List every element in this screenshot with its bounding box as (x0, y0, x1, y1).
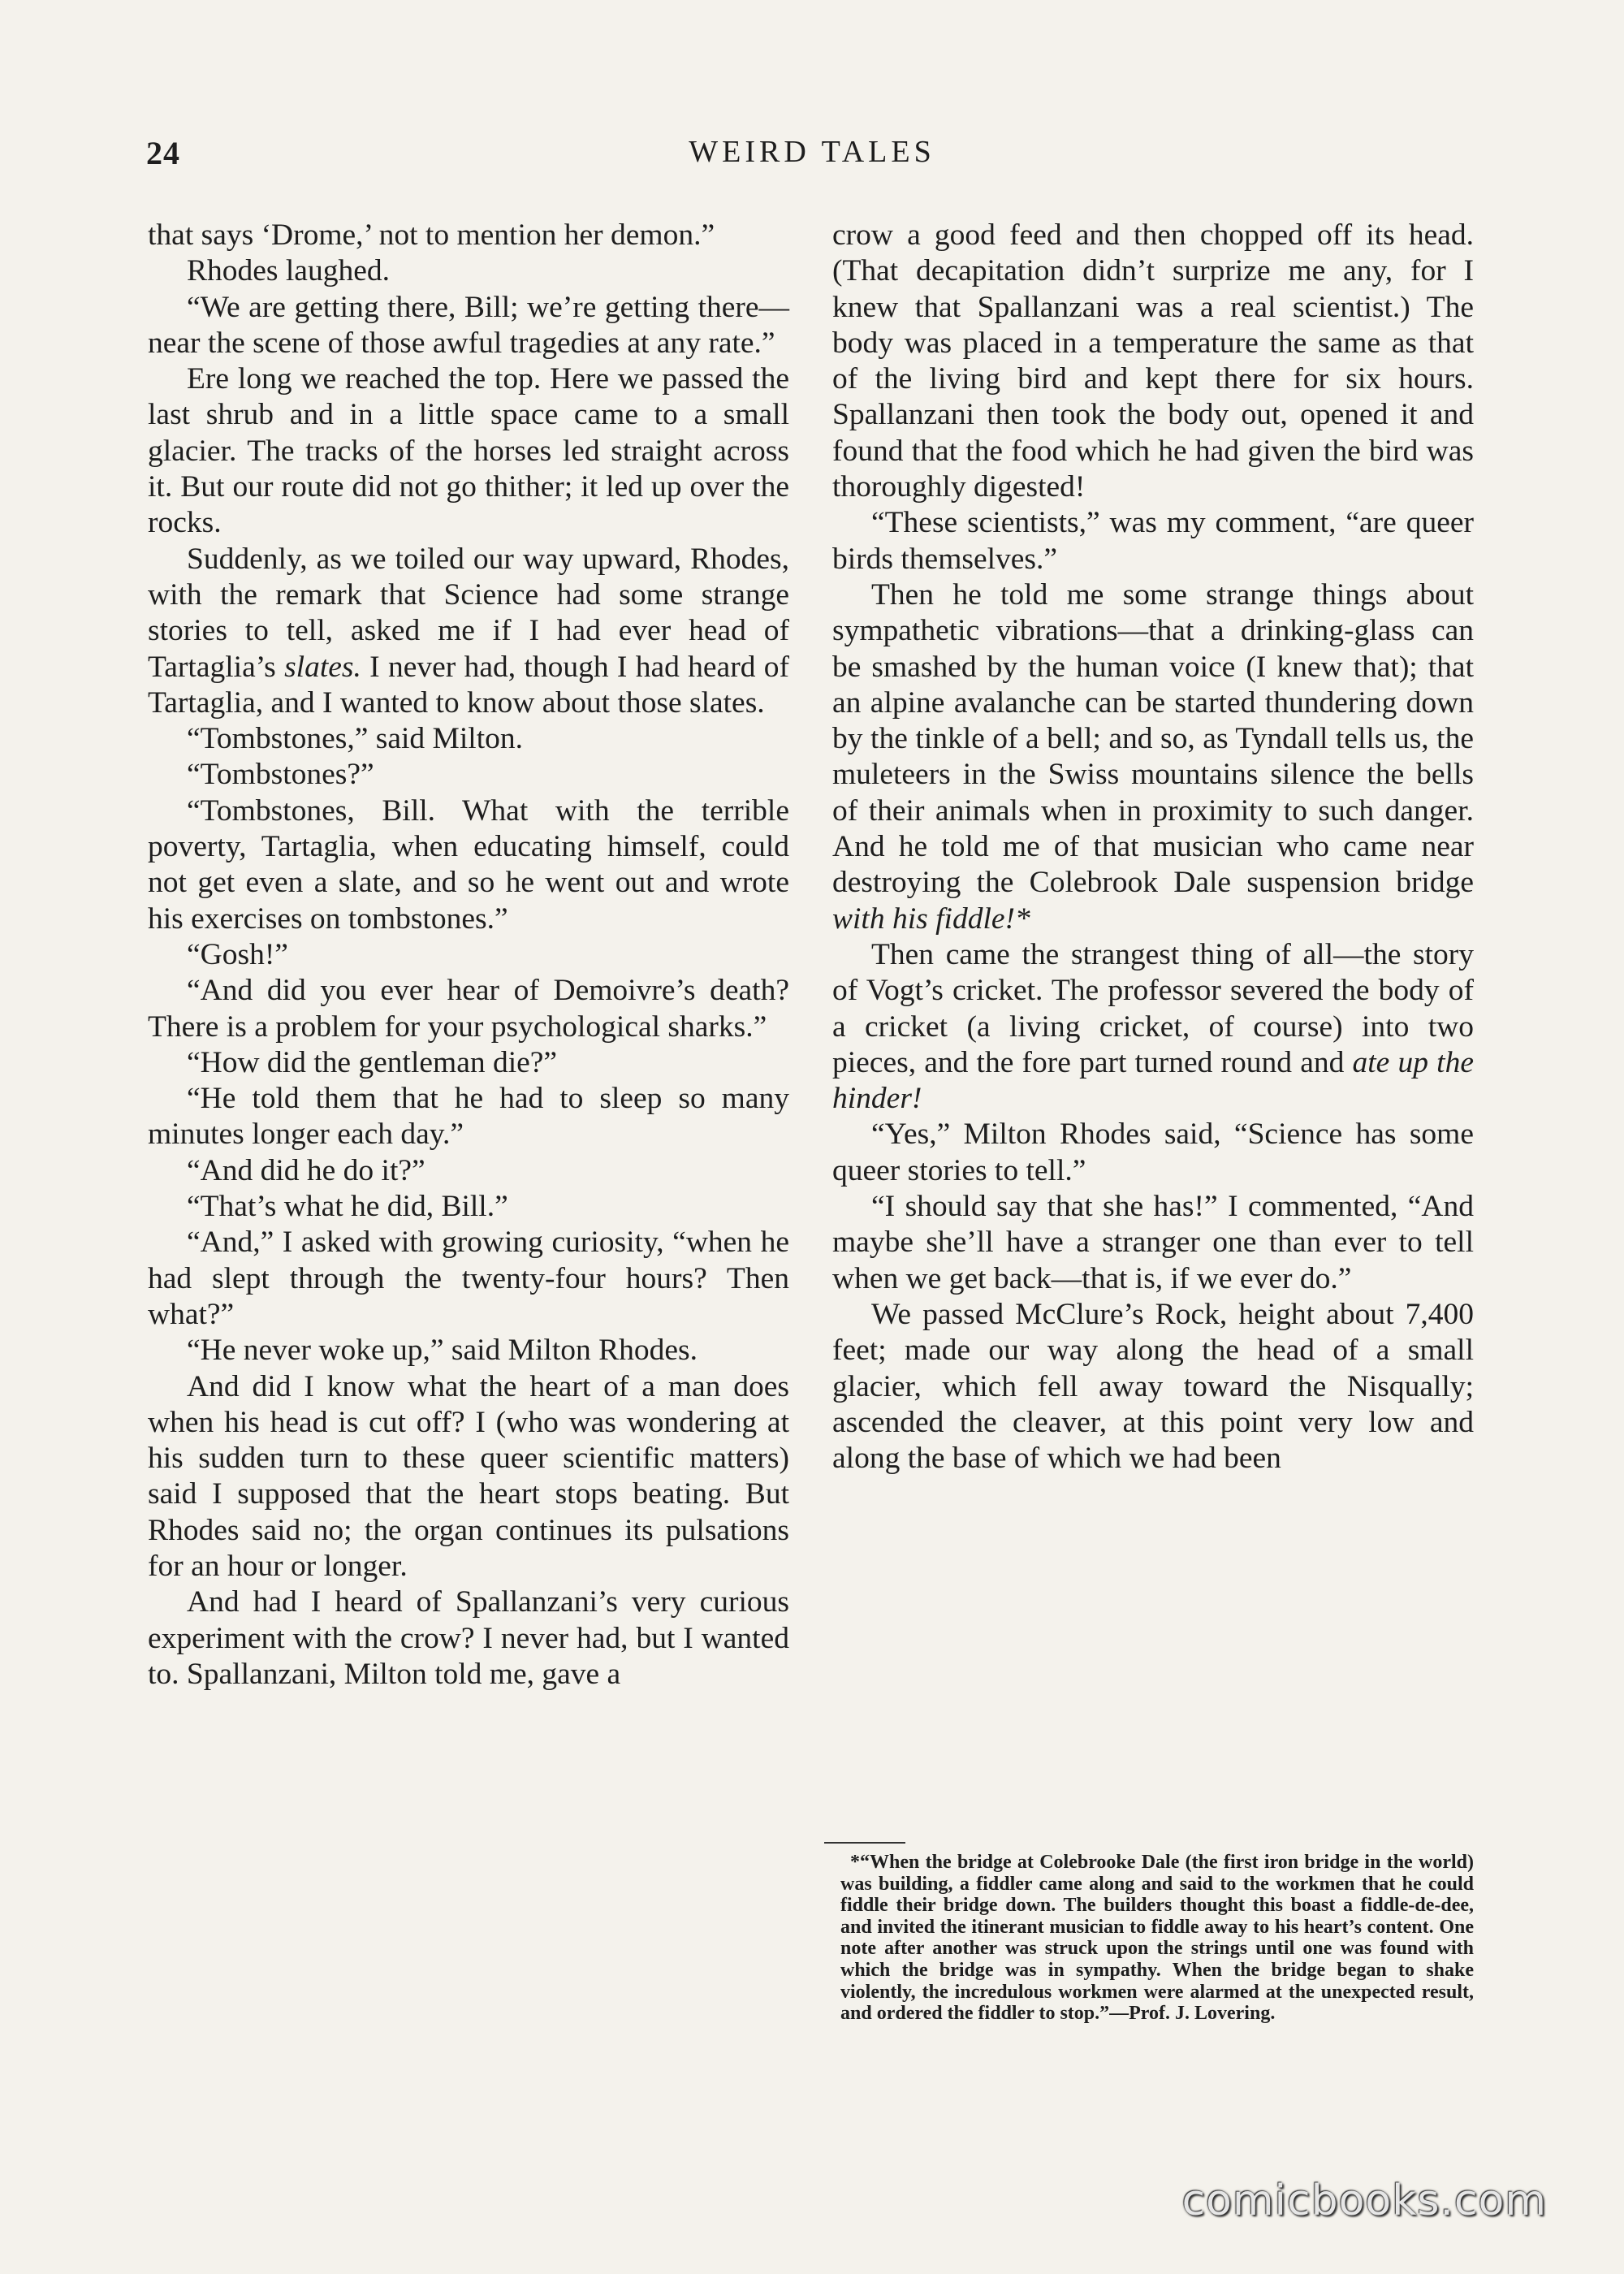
paragraph: “We are getting there, Bill; we’re getting there—near the scene of those awful tragedies at any rate.” (148, 290, 789, 360)
paragraph: crow a good feed and then chopped off its head. (That decapitation didn’t surprize me any, for I knew that Spallanzani was a real scientist.) The body was placed in a temperature the same as that of the living bird and kept there for six hours. Spallanzani then took the body out, opened it and found that the food which he had given the bird was thoroughly digested! (832, 218, 1474, 504)
paragraph (832, 937, 1474, 1117)
paragraph: “That’s what he did, Bill.” (187, 1190, 508, 1224)
paragraph: “Gosh!” (187, 937, 288, 971)
paragraph: Rhodes laughed. (187, 254, 390, 288)
paragraph-text: Then came the strangest thing of all—the story of Vogt’s cricket. The professor severed the body of a cricket (a living cricket, of course) into two pieces, and the fore part turned round and (832, 937, 1474, 1079)
paragraph: “And did you ever hear of Demoivre’s death? There is a problem for your psychological sharks.” (148, 974, 789, 1044)
paragraph: “And,” I asked with growing curiosity, “when he had slept through the twenty-four hours? Then what?” (148, 1226, 789, 1331)
page-number: 24 (146, 135, 180, 171)
right-column (832, 218, 1474, 1476)
paragraph: “Tombstones,” said Milton. (187, 722, 524, 756)
paragraph: “He never woke up,” said Milton Rhodes. (187, 1334, 698, 1368)
paragraph: “Tombstones, Bill. What with the terrible poverty, Tartaglia, when educating himself, could not get even a slate, and so he went out and wrote his exercises on tombstones.” (148, 793, 789, 936)
paragraph: And had I heard of Spallanzani’s very curious experiment with the crow? I never had, but I wanted to. Spallanzani, Milton told me, gave a (148, 1585, 789, 1691)
paragraph: that says ‘Drome,’ not to mention her demon.” (148, 218, 715, 252)
paragraph (148, 542, 789, 721)
paragraph-text: Suddenly, as we toiled our way upward, Rhodes, with the remark that Science had some strange stories to tell, asked me if I had ever head of Tartaglia’s (148, 542, 789, 684)
paragraph-text: I never had, though I had heard of Tartaglia, and I wanted to know about those slates. (148, 650, 789, 720)
paragraph: “Yes,” Milton Rhodes said, “Science has some queer stories to tell.” (832, 1118, 1474, 1187)
paragraph: And did I know what the heart of a man does when his head is cut off? I (who was wondering at his sudden turn to these queer scientific matters) said I supposed that the heart stops beating. But Rhodes said no; the organ continues its pulsations for an hour or longer. (148, 1369, 789, 1583)
paragraph: We passed McClure’s Rock, height about 7,400 feet; made our way along the head of a small glacier, which fell away toward the Nisqually; ascended the cleaver, at this point very low and along the base of which we had been (832, 1297, 1474, 1476)
paragraph-text: Then he told me some strange things about sympathetic vibrations—that a drinking-glass can be smashed by the human voice (I knew that); that an alpine avalanche can be started thundering down by the tinkle of a bell; and so, as Tyndall tells us, the muleteers in the Swiss mountains silence the bells of their animals when in proximity to such danger. And he told me of that musician who came near destroying the Colebrook Dale suspension bridge (832, 577, 1474, 900)
paragraph: “These scientists,” was my comment, “are queer birds themselves.” (832, 506, 1474, 576)
italic-slates: slates. (284, 650, 361, 684)
italic-fiddle: with his fiddle!* (832, 901, 1030, 936)
paragraph (832, 577, 1474, 937)
running-title: WEIRD TALES (689, 135, 935, 169)
page-header (146, 134, 1478, 183)
italic-hinder: ate up the hinder! (832, 1045, 1474, 1116)
paragraph: Ere long we reached the top. Here we passed the last shrub and in a little space came to a small glacier. The tracks of the horses led straight across it. But our route did not go thither; it led up over the rocks. (148, 362, 789, 540)
footnote-text: *“When the bridge at Colebrooke Dale (the first iron bridge in the world) was building, a fiddler came along and said to the workmen that he could fiddle their bridge down. The builders thought this boast a fiddle-de-dee, and invited the itinerant musician to fiddle away to his heart’s content. One note after another was struck upon the strings until one was found with which the bridge was in sympathy. When the bridge began to shake violently, the incredulous workmen were alarmed at the unexpected result, and ordered the fiddler to stop.”—Prof. J. Lovering. (840, 1852, 1474, 2025)
watermark-logo: comicbooks.com (1181, 2177, 1547, 2225)
paragraph: “Tombstones?” (187, 758, 374, 792)
footnote-divider (824, 1842, 905, 1844)
footnote (840, 1852, 1474, 2025)
paragraph: “I should say that she has!” I commented, “And maybe she’ll have a stranger one than ever to tell when we get back—that is, if we ever do.” (832, 1190, 1474, 1295)
paragraph: “How did the gentleman die?” (187, 1045, 558, 1079)
left-column (148, 218, 789, 1693)
paragraph: “And did he do it?” (187, 1153, 425, 1187)
paragraph: “He told them that he had to sleep so many minutes longer each day.” (148, 1082, 789, 1152)
